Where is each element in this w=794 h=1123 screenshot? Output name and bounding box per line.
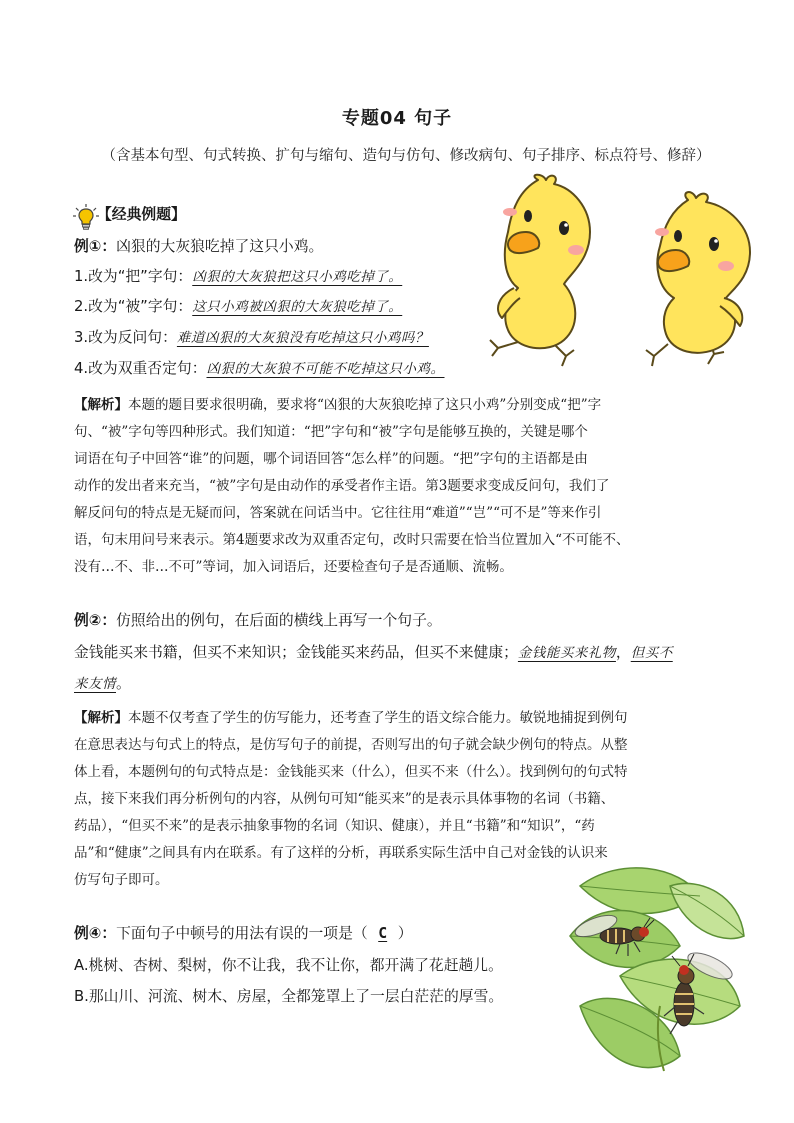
- analysis-line: 语，句末用问号来表示。第4题要求改为双重否定句，改时只需要在恰当位置加入“不可能不、: [74, 532, 630, 548]
- example-1-sentence: 凶狠的大灰狼吃掉了这只小鸡。: [116, 238, 324, 255]
- item-label: 2.改为“被”字句：: [74, 298, 193, 315]
- answer-end: 。: [116, 675, 131, 692]
- example-2-given: [74, 643, 673, 663]
- analysis-line: 在意思表达与句式上的特点，是仿写句子的前提，否则写出的句子就会缺少例句的特点。从整: [74, 737, 628, 753]
- item-answer: 凶狠的大灰狼把这只小鸡吃掉了。: [192, 269, 403, 285]
- page-title: 专题04 句子: [341, 108, 453, 129]
- answer-separator: ，: [615, 644, 631, 661]
- example-1-prefix: 例①：: [74, 238, 117, 255]
- item-label: 3.改为反问句：: [74, 329, 177, 346]
- lightbulb-icon: [72, 203, 100, 231]
- page-subtitle: （含基本句型、句式转换、扩句与缩句、造句与仿句、修改病句、句子排序、标点符号、修辞）: [101, 148, 711, 164]
- bees-on-leaves-illustration: [560, 856, 750, 1084]
- example-4-prefix: 例④：: [74, 925, 117, 942]
- example-2-question: [74, 611, 442, 631]
- example-2-answer-cont: [74, 674, 131, 694]
- analysis-line: 动作的发出者来充当，“被”字句是由动作的承受者作主语。第3题要求变成反问句，我们了: [74, 478, 610, 494]
- analysis-line: 本题的题目要求很明确，要求将“凶狠的大灰狼吃掉了这只小鸡”分别变成“把”字: [128, 397, 602, 413]
- example-2-prefix: 例②：: [74, 612, 117, 629]
- answer-part-c: 来友情: [74, 676, 116, 692]
- item-answer: 凶狠的大灰狼不可能不吃掉这只小鸡。: [206, 361, 445, 377]
- analysis-line: 句、“被”字句等四种形式。我们知道：“把”字句和“被”字句是能够互换的，关键是哪个: [74, 424, 588, 440]
- analysis-line: 仿写句子即可。: [74, 872, 169, 888]
- analysis-line: 体上看，本题例句的句式特点是：金钱能买来（什么），但买不来（什么）。找到例句的句式特: [74, 764, 628, 780]
- item-label: 4.改为双重否定句：: [74, 360, 207, 377]
- example-1-item-1: [74, 267, 402, 287]
- choice-answer: C: [378, 925, 388, 942]
- section-label: 【经典例题】: [97, 206, 186, 223]
- given-sentence: 金钱能买来书籍，但买不来知识；金钱能买来药品，但买不来健康；: [74, 644, 518, 661]
- option-b: B.那山川、河流、树木、房屋，全都笼罩上了一层白茫茫的厚雪。: [74, 988, 504, 1005]
- analysis-line: 点，接下来我们再分析例句的内容，从例句可知“能买来”的是表示具体事物的名词（书籍、: [74, 791, 615, 807]
- choice-close: ）: [397, 925, 413, 942]
- analysis-line: 词语在句子中回答“谁”的问题，哪个词语回答“怎么样”的问题。“把”字句的主语都是由: [74, 451, 588, 467]
- analysis-tag: 【解析】: [74, 710, 128, 726]
- example-1-item-3: [74, 328, 429, 348]
- analysis-line: 本题不仅考查了学生的仿写能力，还考查了学生的语文综合能力。敏锐地捕捉到例句: [128, 710, 628, 726]
- item-answer: 这只小鸡被凶狠的大灰狼吃掉了。: [192, 299, 403, 315]
- analysis-line: 解反问句的特点是无疑而问，答案就在问话当中。它往往用“难道”“岂”“可不是”等来作引: [74, 505, 602, 521]
- chick-illustration: [468, 170, 758, 370]
- example-4-prompt: 下面句子中顿号的用法有误的一项是（: [116, 925, 368, 942]
- example-1-question: [74, 237, 323, 257]
- analysis-tag: 【解析】: [74, 397, 128, 413]
- item-answer: 难道凶狠的大灰狼没有吃掉这只小鸡吗？: [176, 330, 429, 346]
- analysis-1: [74, 392, 724, 581]
- example-2-prompt: 仿照给出的例句，在后面的横线上再写一个句子。: [116, 612, 442, 629]
- option-a: A.桃树、杏树、梨树，你不让我，我不让你，都开满了花赶趟儿。: [74, 957, 503, 974]
- answer-part-a: 金钱能买来礼物: [517, 645, 616, 661]
- example-4-question: [74, 924, 413, 944]
- item-label: 1.改为“把”字句：: [74, 268, 193, 285]
- analysis-line: 品”和“健康”之间具有内在联系。有了这样的分析，再联系实际生活中自己对金钱的认识来: [74, 845, 608, 861]
- answer-part-b: 但买不: [630, 645, 673, 661]
- analysis-line: 没有…不、非…不可”等词，加入词语后，还要检查句子是否通顺、流畅。: [74, 559, 513, 575]
- example-1-item-4: [74, 359, 445, 379]
- analysis-line: 药品），“但买不来”的是表示抽象事物的名词（知识、健康），并且“书籍”和“知识”，“药: [74, 818, 595, 834]
- example-1-item-2: [74, 297, 402, 317]
